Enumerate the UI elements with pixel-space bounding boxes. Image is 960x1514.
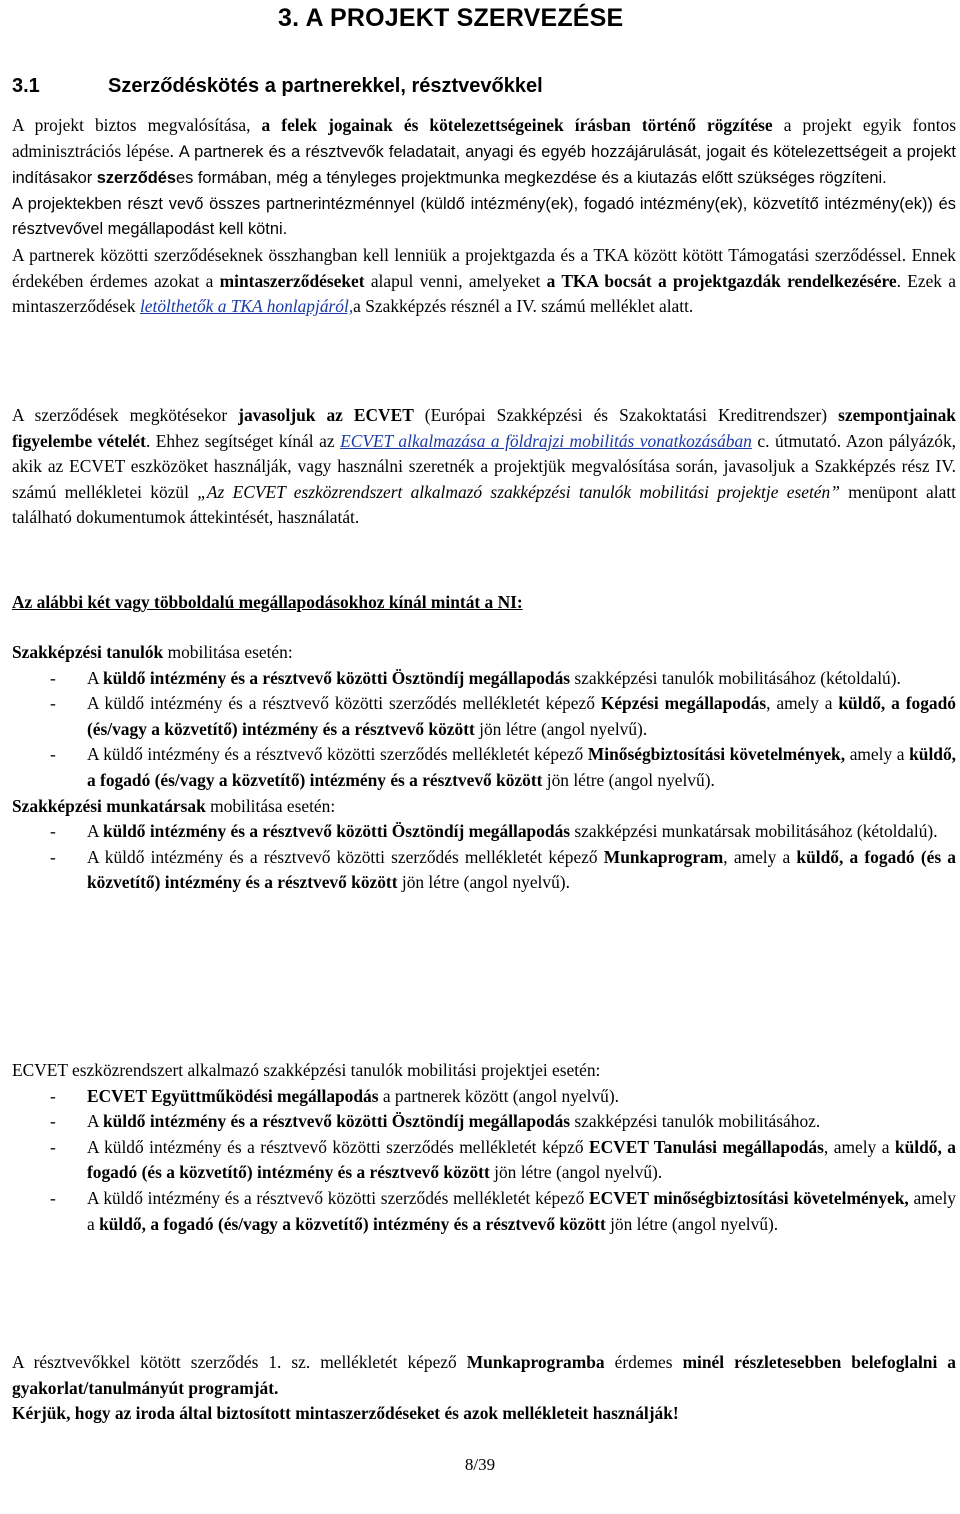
list-item: - A küldő intézmény és a résztvevő közötti Ösztöndíj megállapodás szakképzési tanulók mobilitásához. bbox=[50, 1111, 821, 1132]
group-label: ECVET eszközrendszert alkalmazó szakképzési tanulók mobilitási projektjei esetén: bbox=[12, 1060, 601, 1080]
list-item: - A küldő intézmény és a résztvevő közötti szerződés mellékletét képző ECVET Tanulási megállapodás, amely a küldő, a fogadó (és a közvetítő) intézmény és a résztvevő között jön létre (angol nyelvű). bbox=[50, 1136, 956, 1183]
section-title: Szerződéskötés a partnerekkel, résztvevőkkel bbox=[108, 75, 543, 97]
tka-website-link[interactable]: letölthetők a TKA honlapjáról, bbox=[139, 296, 354, 317]
list-item: - A küldő intézmény és a résztvevő közötti Ösztöndíj megállapodás szakképzési tanulók mobilitásához (kétoldalú). bbox=[50, 667, 901, 688]
section-heading bbox=[12, 73, 543, 99]
list-item: - ECVET Együttműködési megállapodás a partnerek között (angol nyelvű). bbox=[50, 1085, 619, 1106]
list-item: - A küldő intézmény és a résztvevő közötti Ösztöndíj megállapodás szakképzési munkatársak mobilitásához (kétoldalú). bbox=[50, 821, 938, 842]
paragraph-3: A partnerek közötti szerződéseknek összhangban kell lenniük a projektgazda és a TKA között kötött Támogatási szerződéssel. Ennek érdekében érdemes azokat a mintaszerződéseket alapul venni, amelyeket a TKA bocsát a projektgazdák rendelkezésére. Ezek a mintaszerződések letölthetők a TKA honlapjáról,a Szakképzés résznél a IV. számú melléklet alatt. bbox=[12, 244, 956, 317]
intro-paragraphs bbox=[12, 113, 956, 320]
ecvet-mobility-list bbox=[12, 1058, 956, 1237]
list-item: - A küldő intézmény és a résztvevő közötti szerződés mellékletét képező Képzési megállapodás, amely a küldő, a fogadó (és/vagy a közvetítő) intézmény és a résztvevő között jön létre (angol nyelvű). bbox=[50, 693, 956, 739]
list-item: - A küldő intézmény és a résztvevő közötti szerződés mellékletét képező Munkaprogram, amely a küldő, a fogadó (és a közvetítő) intézmény és a résztvevő között jön létre (angol nyelvű). bbox=[50, 846, 956, 893]
group-label: Szakképzési munkatársak mobilitása esetén: bbox=[12, 795, 336, 816]
page-title: 3. A PROJEKT SZERVEZÉSE bbox=[278, 4, 624, 32]
ecvet-paragraph: A szerződések megkötésekor javasoljuk az ECVET (Európai Szakképzési és Szakoktatási Kreditrendszer) szempontjainak figyelembe vételét. Ehhez segítséget kínál az ECVET alkalmazása a földrajzi mobilitás vonatkozásában c. útmutató. Azon pályázók, akik az ECVET eszközöket használják, vagy használni szeretnék a projektjük megvalósítása során, javasoljuk a Szakképzés rész IV. számú mellékletei közül „Az ECVET eszközrendszert alkalmazó szakképzési tanulók mobilitási projektje esetén” menüpont alatt található dokumentumok áttekintését, használatát. bbox=[12, 405, 956, 528]
student-mobility-list bbox=[12, 640, 956, 896]
group-label: Szakképzési tanulók mobilitása esetén: bbox=[12, 642, 293, 662]
section-number: 3.1 bbox=[12, 75, 40, 97]
page-number: 8/39 bbox=[464, 1455, 496, 1474]
ecvet-guide-link[interactable]: ECVET alkalmazása a földrajzi mobilitás vonatkozásában bbox=[340, 430, 752, 451]
closing-paragraph: A résztvevőkkel kötött szerződés 1. sz. mellékletét képező Munkaprogramba érdemes minél részletesebben belefoglalni a gyakorlat/tanulmányút programját. Kérjük, hogy az iroda által biztosított mintaszerződéseket és azok mellékleteit használják! bbox=[12, 1352, 956, 1424]
paragraph-2: A projektekben részt vevő összes partnerintézménnyel (küldő intézmény(ek), fogadó intézmény(ek), közvetítő intézmény(ek)) és résztvevővel megállapodást kell kötni. bbox=[12, 194, 956, 239]
paragraph-1: A projekt biztos megvalósítása, a felek jogainak és kötelezettségeinek írásban történő rögzítése a projekt egyik fontos adminisztrációs lépése. A partnerek és a résztvevők feladatait, anyagi és egyéb hozzájárulását, jogait és kötelezettségeit a projekt indításakor szerződéses formában, még a tényleges projektmunka megkezdése és a kiutazás előtt szükséges rögzíteni. bbox=[12, 115, 956, 188]
templates-intro: Az alábbi két vagy többoldalú megállapodásokhoz kínál mintát a NI: bbox=[12, 592, 523, 612]
list-item: - A küldő intézmény és a résztvevő közötti szerződés mellékletét képező ECVET minőségbiztosítási követelmények, amely a küldő, a fogadó (és/vagy a közvetítő) intézmény és a résztvevő között jön létre (angol nyelvű). bbox=[50, 1187, 956, 1234]
list-item: - A küldő intézmény és a résztvevő közötti szerződés mellékletét képező Minőségbiztosítási követelmények, amely a küldő, a fogadó (és/vagy a közvetítő) intézmény és a résztvevő között jön létre (angol nyelvű). bbox=[50, 744, 956, 790]
